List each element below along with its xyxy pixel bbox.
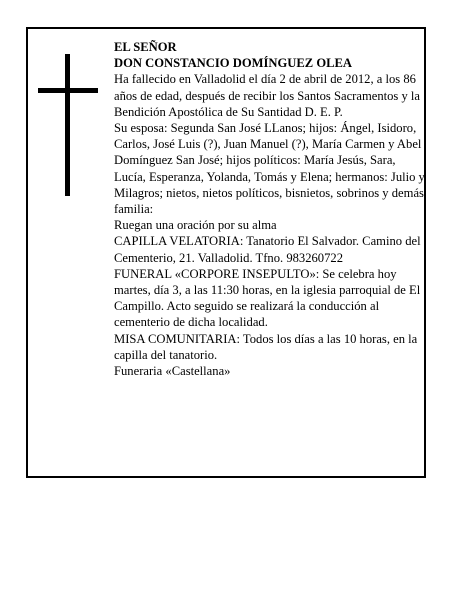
obituary-text	[114, 39, 426, 379]
funeral-home-paragraph: Funeraria «Castellana»	[114, 364, 231, 379]
prayer-request-paragraph: Ruegan una oración por su alma	[114, 218, 277, 233]
death-announcement-paragraph: Ha fallecido en Valladolid el día 2 de abril de 2012, a los 86 años de edad, después de recibir los Santos Sacramentos y la Bendición Apostólica de Su Santidad D. E. P.	[114, 72, 421, 119]
family-paragraph: Su esposa: Segunda San José LLanos; hijos: Ángel, Isidoro, Carlos, José Luis (?), Juan Manuel (?), María Carmen y Abel Domínguez San José; hijos políticos: María Jesús, Sara, Lucía, Esperanza, Yolanda, Tomás y Elena; hermanos: Julio y Milagros; nietos, nietos políticos, bisnietos, sobrinos y demás familia:	[114, 121, 425, 217]
wake-chapel-paragraph: CAPILLA VELATORIA: Tanatorio El Salvador. Camino del Cementerio, 21. Valladolid. Tfno. 983260722	[114, 234, 421, 265]
cross-vertical-bar	[65, 54, 70, 196]
notice-title-line1: EL SEÑOR	[114, 40, 177, 54]
community-mass-paragraph: MISA COMUNITARIA: Todos los días a las 10 horas, en la capilla del tanatorio.	[114, 331, 418, 362]
cross-horizontal-bar	[38, 88, 98, 93]
cross-icon	[38, 54, 98, 196]
funeral-paragraph: FUNERAL «CORPORE INSEPULTO»: Se celebra hoy martes, día 3, a las 11:30 horas, en la iglesia parroquial de El Campillo. Acto seguido se realizará la conducción al cementerio de dicha localidad.	[114, 266, 421, 330]
notice-title-name: DON CONSTANCIO DOMÍNGUEZ OLEA	[114, 56, 353, 71]
